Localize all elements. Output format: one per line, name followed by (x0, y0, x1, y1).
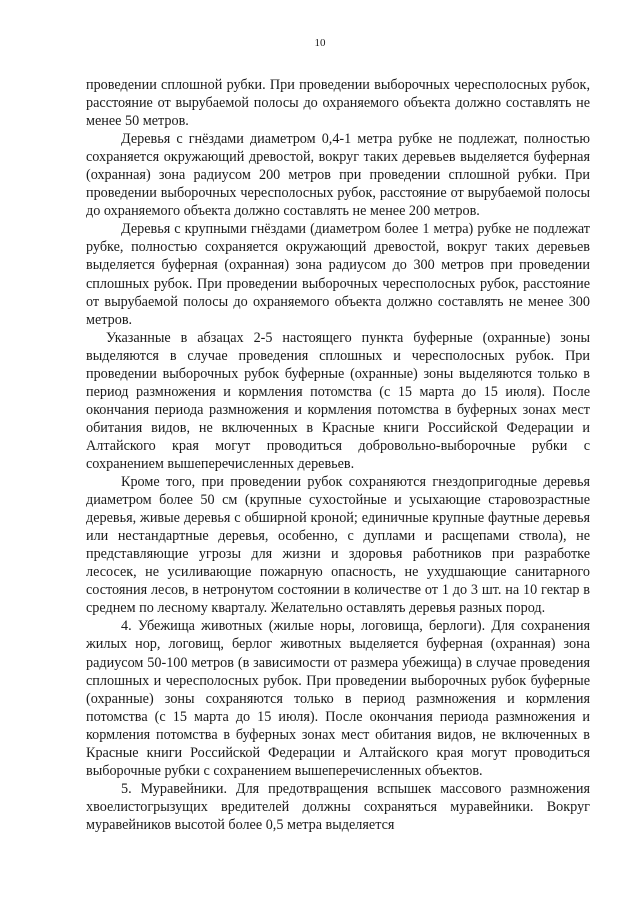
paragraph-animal-shelters: 4. Убежища животных (жилые норы, логовища, берлоги). Для сохранения жилых нор, логовищ, берлог животных выделяется буферная (охранная) зона радиусом 50-100 метров (в зависимости от размера убежища) в случае проведения сплошных и чересполосных рубок. При проведении выборочных рубок буферные (охранные) зоны сохраняются только в период размножения и кормления потомства (с 15 марта до 15 июля). После окончания периода размножения и кормления потомства в буферных зонах мест обитания видов, не включенных в Красные книги Российской Федерации и Алтайского края могут проводиться выборочные рубки с сохранением вышеперечисленных объектов. (86, 618, 590, 779)
paragraph-anthills: 5. Муравейники. Для предотвращения вспышек массового размножения хвоелистогрызущих вредителей должны сохраняться муравейники. Вокруг муравейников высотой более 0,5 метра выделяется (86, 780, 590, 833)
document-body (86, 76, 590, 834)
paragraph-nests-large: Деревья с крупными гнёздами (диаметром более 1 метра) рубке не подлежат рубке, полностью сохраняется окружающий древостой, вокруг таких деревьев выделяется буферная (охранная) зона радиусом до 300 метров при проведении сплошных рубок. При проведении выборочных чересполосных рубок, расстояние от вырубаемой полосы до охраняемого объекта должно составлять не менее 300 метров. (86, 221, 590, 328)
paragraph-buffer-zones: Указанные в абзацах 2-5 настоящего пункта буферные (охранные) зоны выделяются в случае проведения сплошных и чересполосных рубок. При проведении выборочных рубок буферные (охранные) зоны выделяются только в период размножения и кормления потомства (с 15 марта до 15 июля). После окончания периода размножения и кормления потомства в буферных зонах мест обитания видов, не включенных в Красные книги Российской Федерации и Алтайского края могут проводиться добровольно-выборочные рубки с сохранением вышеперечисленных деревьев. (86, 329, 590, 472)
paragraph-nesting-trees: Кроме того, при проведении рубок сохраняются гнездопригодные деревья диаметром более 50 см (крупные сухостойные и усыхающие старовозрастные деревья, живые деревья с обширной кроной; единичные крупные фаутные деревья или нестандартные деревья, особенно, с дуплами и расщепами ствола), не представляющие угрозы для жизни и здоровья работников при разработке лесосек, не усиливающие пожарную опасность, не ухудшающие санитарного состояния лесов, в нетронутом состоянии в количестве от 1 до 3 шт. на 10 гектар в среднем по лесному кварталу. Желательно оставлять деревья разных пород. (86, 474, 590, 617)
paragraph-nests-medium: Деревья с гнёздами диаметром 0,4-1 метра рубке не подлежат, полностью сохраняется окружающий древостой, вокруг таких деревьев выделяется буферная (охранная) зона радиусом 200 метров при проведении сплошной рубки. При проведении выборочных чересполосных рубок, расстояние от вырубаемой полосы до охраняемого объекта должно составлять не менее 200 метров. (86, 131, 590, 220)
paragraph-continuation: проведении сплошной рубки. При проведении выборочных чересполосных рубок, расстояние от вырубаемой полосы до охраняемого объекта должно составлять не менее 50 метров. (86, 77, 590, 130)
page-number: 10 (314, 37, 326, 49)
